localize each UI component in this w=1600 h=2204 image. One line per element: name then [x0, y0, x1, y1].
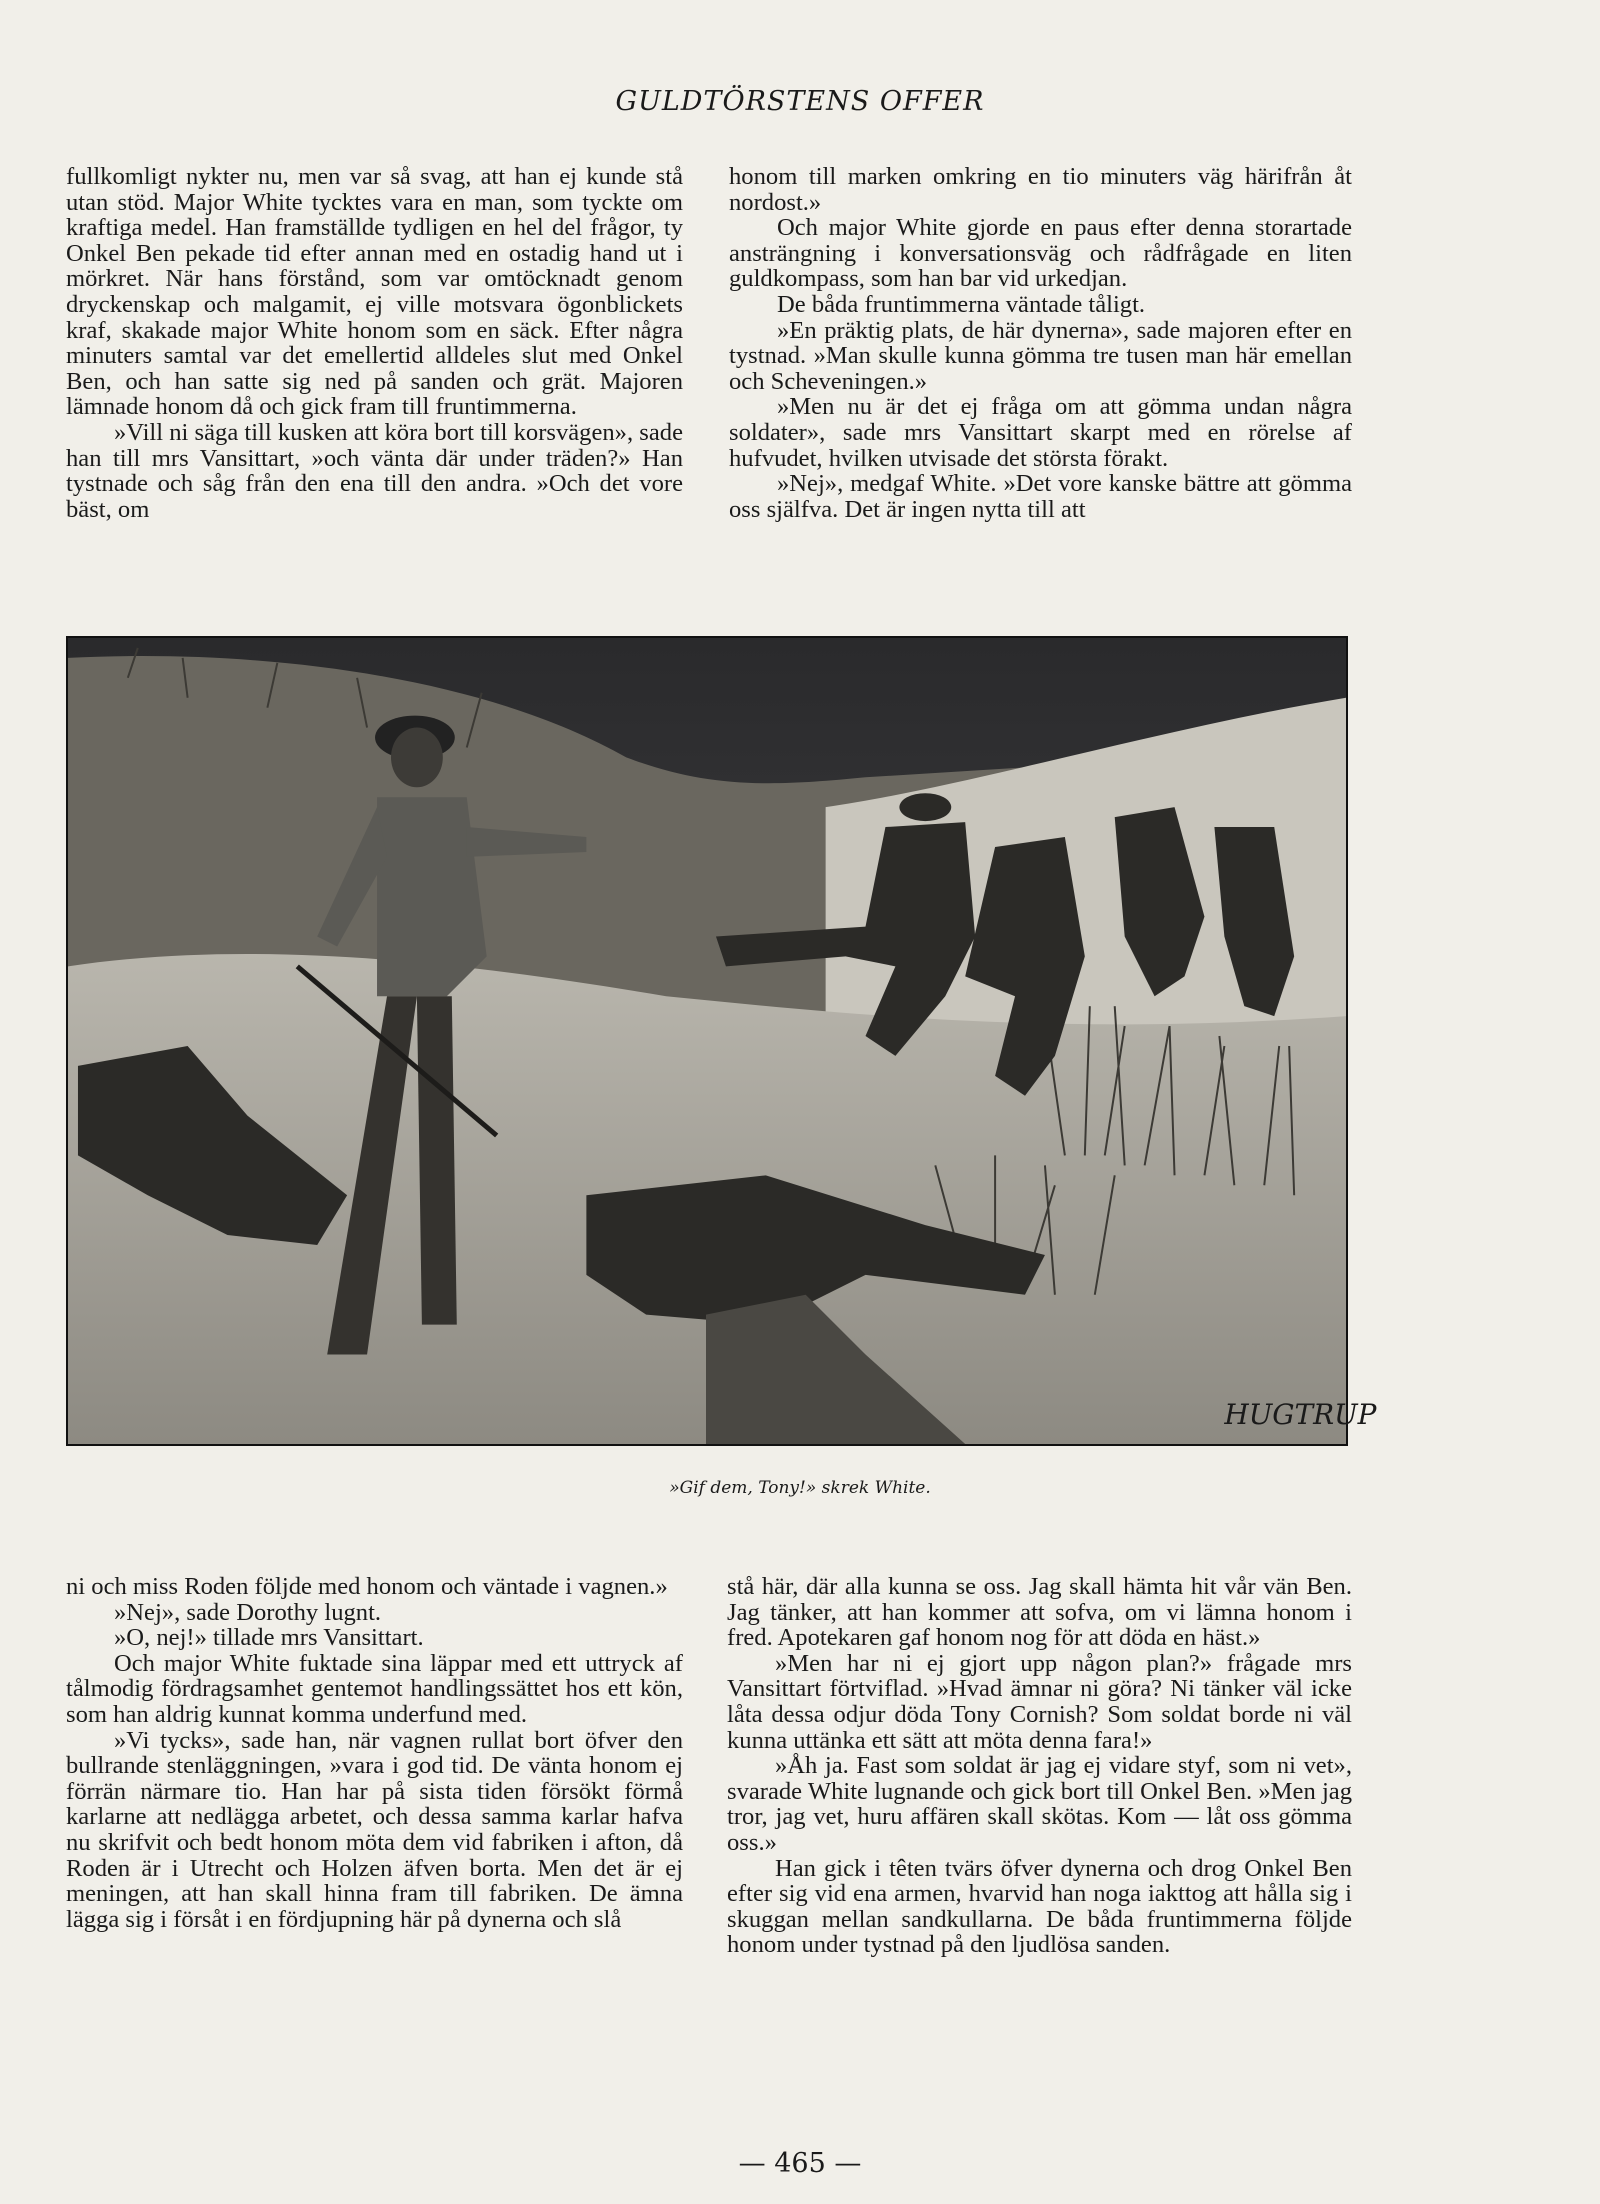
paragraph: »Men nu är det ej fråga om att gömma undan några soldater», sade mrs Vansittart skarpt med en rörelse af hufvudet, hvilken utvisade det största förakt. — [729, 393, 1352, 472]
page-number: — 465 — — [738, 2148, 862, 2179]
text-column-bottom-right — [727, 1574, 1352, 1958]
paragraph: »Vill ni säga till kusken att köra bort till korsvägen», sade han till mrs Vansittart, »och vänta där under träden?» Han tystnade och såg från den ena till den andra. »Och det vore bäst, om — [66, 418, 683, 523]
illustration-caption: »Gif dem, Tony!» skrek White. — [669, 1478, 931, 1498]
dune-scene-illustration — [68, 638, 1377, 1444]
paragraph: stå här, där alla kunna se oss. Jag skall hämta hit vår vän Ben. Jag tänker, att han kommer att sofva, om vi lämna honom i fred. Apotekaren gaf honom nog för att döda en häst.» — [727, 1573, 1352, 1652]
paragraph: »Men har ni ej gjort upp någon plan?» frågade mrs Vansittart förtviflad. »Hvad ämnar ni göra? Ni tänker väl icke låta dessa odjur döda Tony Cornish? Som soldat borde ni väl kunna uttänka ett sätt att möta denna fara!» — [727, 1649, 1352, 1754]
paragraph: »Vi tycks», sade han, när vagnen rullat bort öfver den bullrande stenläggningen, »vara i god tid. De vänta honom ej förrän närmare tio. Han har på sista tiden försökt förmå karlarne att nedlägga arbetet, och dessa samma karlar hafva nu skrifvit och bedt honom möta dem vid fabriken i afton, då Roden är i Utrecht och Holzen äfven borta. Men det är ej meningen, att han skall hinna fram till fabriken. De ämna lägga sig i försåt i en fördjupning här på dynerna och slå — [66, 1726, 683, 1933]
paragraph: Och major White gjorde en paus efter denna storartade ansträngning i konversationsväg och rådfrågade en liten guldkompass, som han bar vid urkedjan. — [729, 214, 1352, 293]
text-column-top-right — [729, 164, 1352, 522]
paragraph: »O, nej!» tillade mrs Vansittart. — [114, 1624, 424, 1652]
paragraph: honom till marken omkring en tio minuters väg härifrån åt nordost.» — [729, 163, 1352, 216]
text-column-bottom-left — [66, 1574, 683, 1932]
paragraph: Och major White fuktade sina läppar med ett uttryck af tålmodig fördragsamhet gentemot handlingssättet hos ett kön, som han aldrig kunnat komma underfund med. — [66, 1649, 683, 1728]
paragraph: De båda fruntimmerna väntade tåligt. — [777, 290, 1146, 318]
running-header: GULDTÖRSTENS OFFER — [615, 86, 985, 117]
text-column-top-left — [66, 164, 683, 522]
paragraph: fullkomligt nykter nu, men var så svag, att han ej kunde stå utan stöd. Major White tycktes vara en man, som tyckte om kraftiga medel. Han framställde tydligen en hel del frågor, ty Onkel Ben pekade tid efter annan med en ostadig hand ut i mörkret. När hans förstånd, som var omtöcknadt genom dryckenskap och malgamit, ej ville motsvara ögonblickets kraf, skakade major White honom som en säck. Efter några minuters samtal var det emellertid alldeles slut med Onkel Ben, och han satte sig ned på sanden och grät. Majoren lämnade honom då och gick fram till fruntimmerna. — [66, 163, 683, 421]
paragraph: Han gick i têten tvärs öfver dynerna och drog Onkel Ben efter sig vid ena armen, hvarvid han noga iakttog att hålla sig i skuggan mellan sandkullarna. De båda fruntimmerna följde honom under tystnad på den ljudlösa sanden. — [727, 1854, 1352, 1959]
illustration — [66, 636, 1377, 1446]
paragraph: »Nej», medgaf White. »Det vore kanske bättre att gömma oss själfva. Det är ingen nytta till att — [729, 470, 1352, 523]
paragraph: »Åh ja. Fast som soldat är jag ej vidare styf, som ni vet», svarade White lugnande och gick bort till Onkel Ben. »Men jag tror, jag vet, huru affären skall skötas. Kom — låt oss gömma oss.» — [727, 1752, 1352, 1856]
paragraph: ni och miss Roden följde med honom och väntade i vagnen.» — [66, 1573, 668, 1600]
paragraph: »En präktig plats, de här dynerna», sade majoren efter en tystnad. »Man skulle kunna gömma tre tusen man här emellan och Scheveningen.» — [729, 316, 1352, 395]
artist-signature: HUGTRUP — [1224, 1398, 1377, 1432]
paragraph: »Nej», sade Dorothy lugnt. — [114, 1598, 382, 1626]
